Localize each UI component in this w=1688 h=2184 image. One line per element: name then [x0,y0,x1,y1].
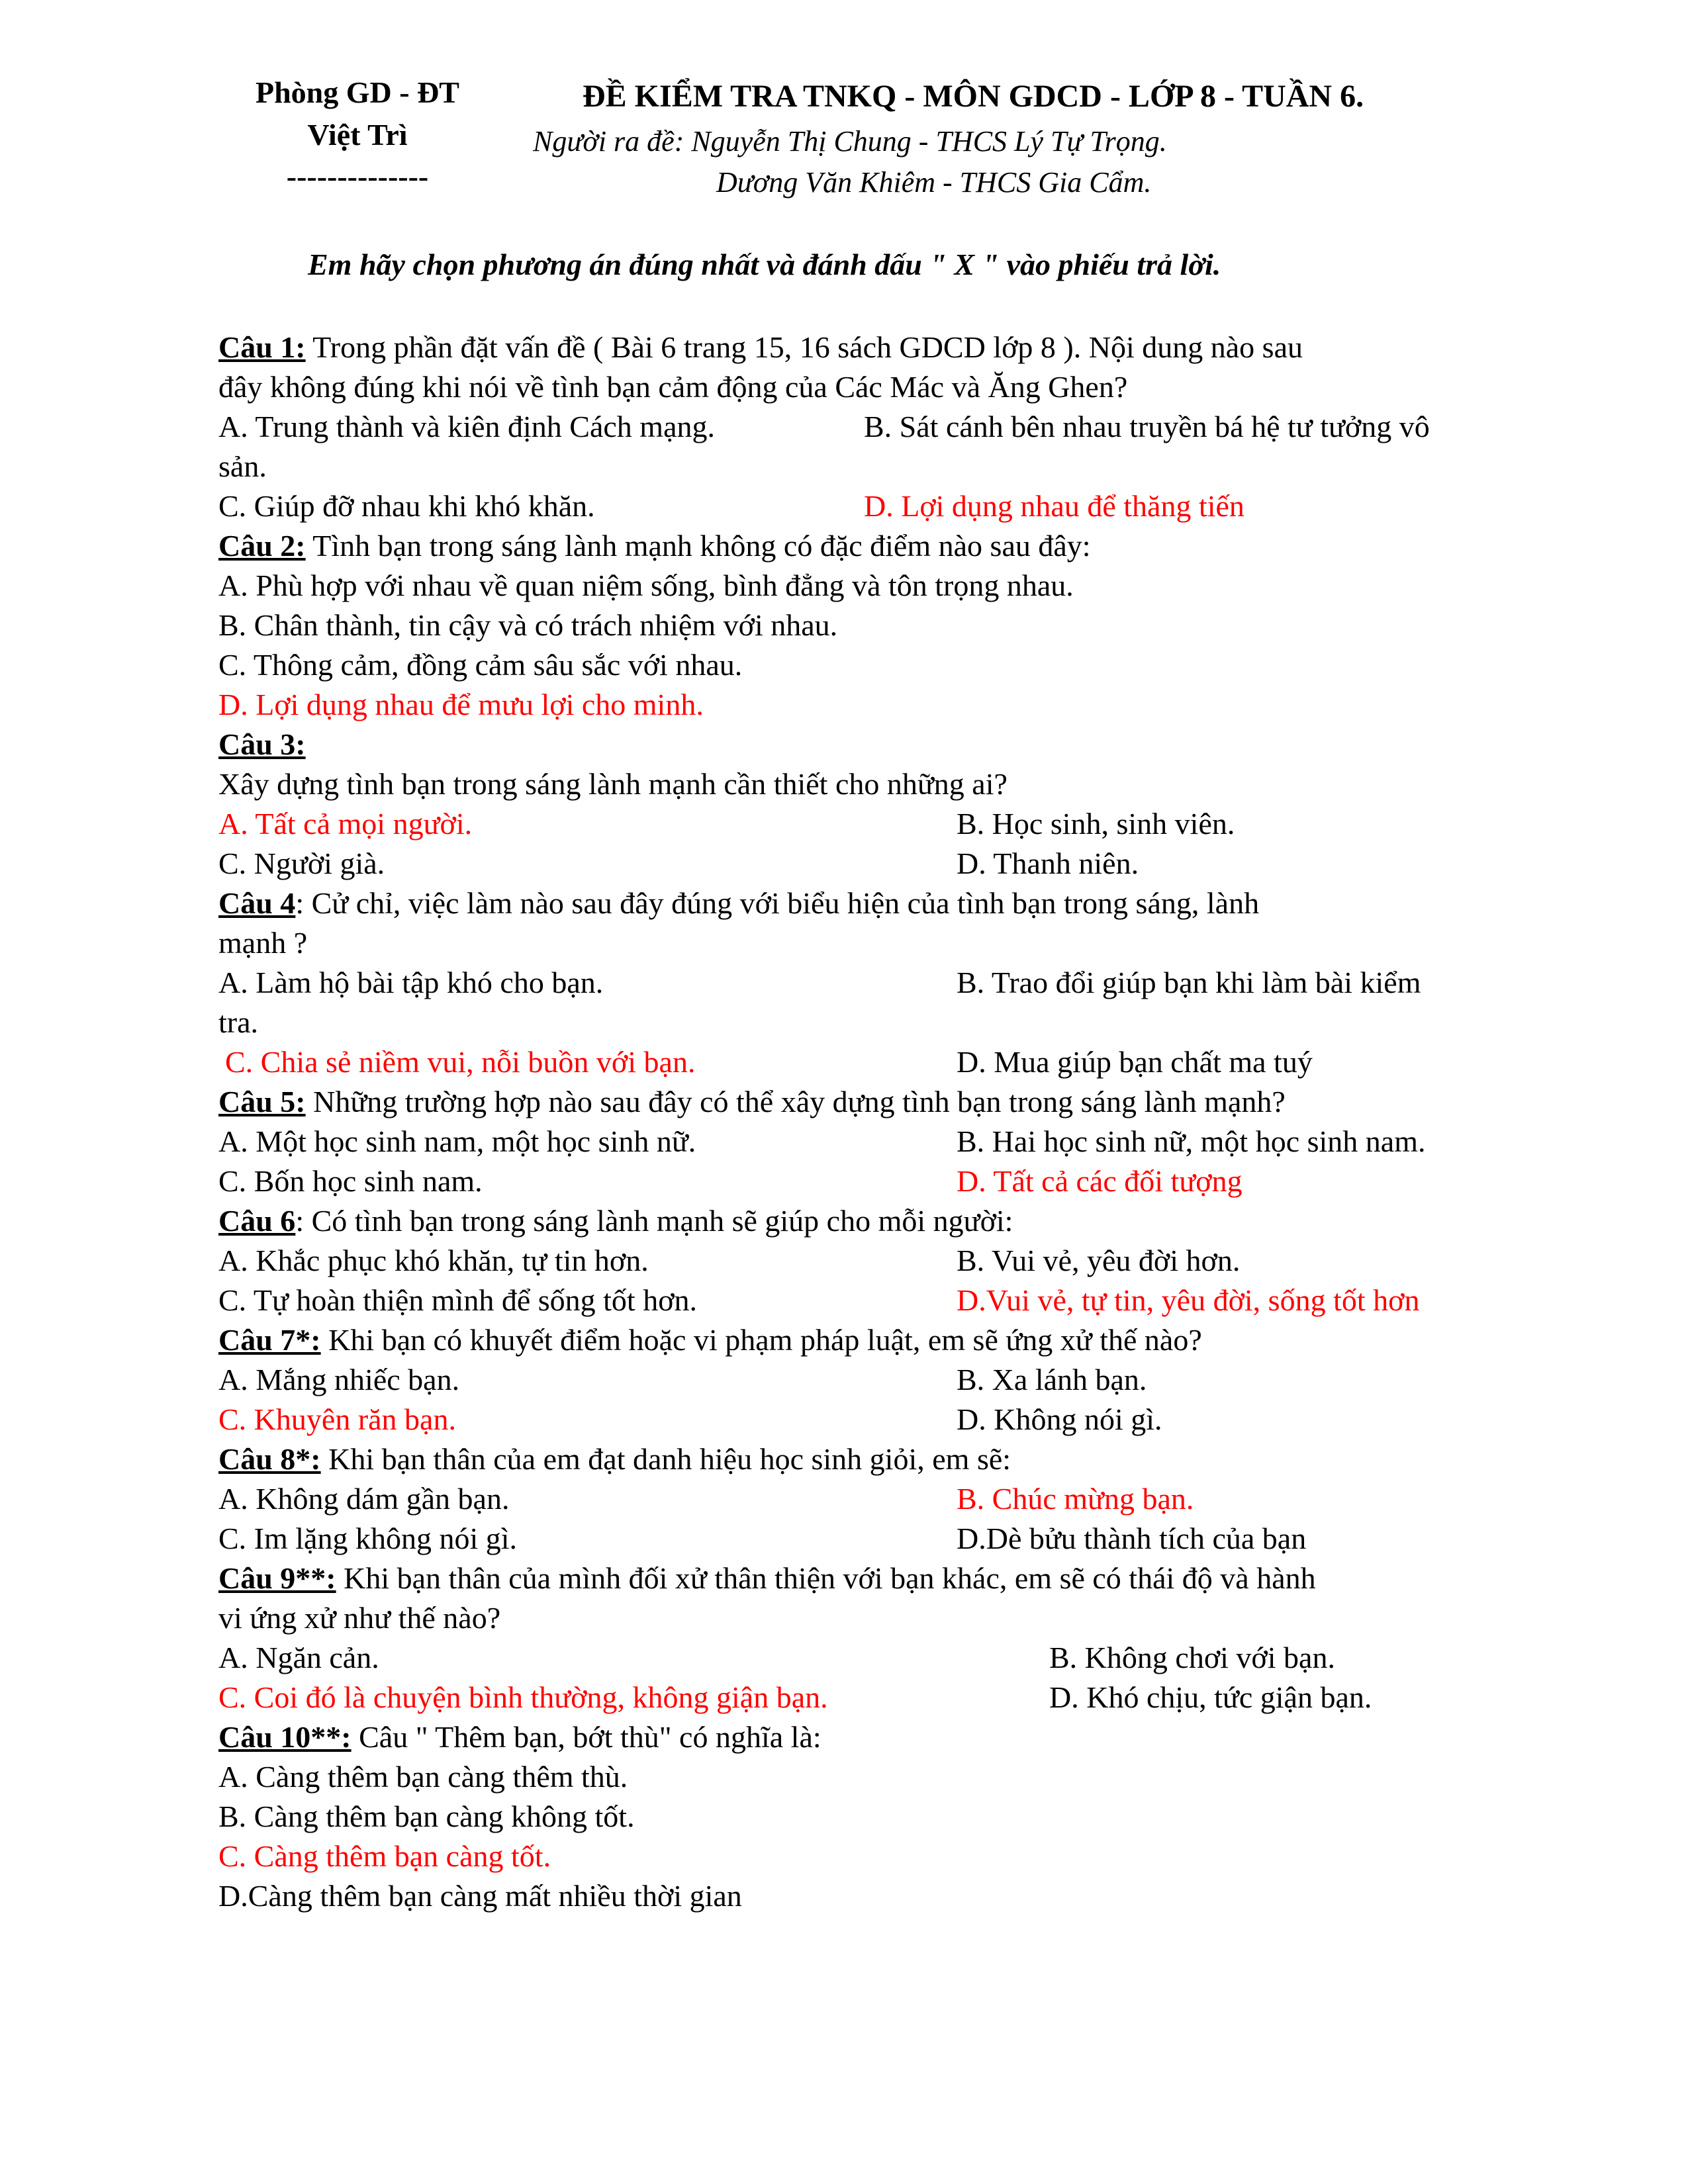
question-2-option-d-answer: D. Lợi dụng nhau để mưu lợi cho minh. [218,688,704,721]
question-5-stem: Câu 5: Những trường hợp nào sau đây có thể xây dựng tình bạn trong sáng lành mạnh? [218,1085,1286,1118]
question-1-option-b-cont: sản. [218,449,267,483]
question-9-option-c-answer: C. Coi đó là chuyện bình thường, không giận bạn. [218,1680,828,1714]
question-10-option-c-answer: C. Càng thêm bạn càng tốt. [218,1839,551,1873]
question-7-stem: Câu 7*: Khi bạn có khuyết điểm hoặc vi phạm pháp luật, em sẽ ứng xử thế nào? [218,1323,1202,1357]
question-5-option-c: C. Bốn học sinh nam. [218,1164,483,1198]
question-10-option-b: B. Càng thêm bạn càng không tốt. [218,1799,635,1833]
question-label: Câu 6 [218,1204,296,1238]
office-name: Phòng GD - ĐT [256,75,459,109]
question-5-option-b: B. Hai học sinh nữ, một học sinh nam. [957,1124,1426,1158]
question-label: Câu 9**: [218,1561,336,1595]
question-3-option-d: D. Thanh niên. [957,846,1139,880]
question-6-option-a: A. Khắc phục khó khăn, tự tin hơn. [218,1244,649,1277]
question-4-option-a: A. Làm hộ bài tập khó cho bạn. [218,966,604,999]
question-9-option-d: D. Khó chịu, tức giận bạn. [1049,1680,1372,1714]
question-4-stem-cont: mạnh ? [218,926,308,960]
question-1-option-c: C. Giúp đỡ nhau khi khó khăn. [218,489,595,523]
question-4-option-c-answer: C. Chia sẻ niềm vui, nỗi buồn với bạn. [225,1045,696,1079]
author-line-2: Dương Văn Khiêm - THCS Gia Cẩm. [716,166,1152,199]
question-label: Câu 10**: [218,1720,352,1754]
question-2-option-a: A. Phù hợp với nhau về quan niệm sống, bình đẳng và tôn trọng nhau. [218,569,1074,602]
question-2-option-c: C. Thông cảm, đồng cảm sâu sắc với nhau. [218,648,743,682]
question-10-option-d: D.Càng thêm bạn càng mất nhiều thời gian [218,1879,742,1913]
question-8-option-b-answer: B. Chúc mừng bạn. [957,1482,1194,1516]
question-1-option-a: A. Trung thành và kiên định Cách mạng. [218,410,715,443]
question-1-option-d-answer: D. Lợi dụng nhau để thăng tiến [864,489,1244,523]
question-2-option-b: B. Chân thành, tin cậy và có trách nhiệm với nhau. [218,608,838,642]
question-4-option-b: B. Trao đổi giúp bạn khi làm bài kiểm [957,966,1421,999]
question-2-stem: Câu 2: Tình bạn trong sáng lành mạnh không có đặc điểm nào sau đây: [218,529,1091,563]
question-7-option-d: D. Không nói gì. [957,1402,1162,1436]
question-9-stem: Câu 9**: Khi bạn thân của mình đối xử thân thiện với bạn khác, em sẽ có thái độ và hành [218,1561,1316,1595]
question-label: Câu 5: [218,1085,306,1118]
question-9-stem-cont: vi ứng xử như thế nào? [218,1601,501,1635]
question-label: Câu 4 [218,886,296,920]
question-7-option-b: B. Xa lánh bạn. [957,1363,1147,1396]
question-label: Câu 1: [218,330,306,364]
question-1-stem: Câu 1: Trong phần đặt vấn đề ( Bài 6 trang 15, 16 sách GDCD lớp 8 ). Nội dung nào sau [218,330,1303,364]
office-rule: -------------- [286,159,429,193]
question-label: Câu 3: [218,727,306,761]
question-7-option-a: A. Mắng nhiếc bạn. [218,1363,460,1396]
question-label: Câu 8*: [218,1442,321,1476]
question-10-option-a: A. Càng thêm bạn càng thêm thù. [218,1760,628,1794]
question-1-stem-cont: đây không đúng khi nói về tình bạn cảm động của Các Mác và Ăng Ghen? [218,370,1128,404]
author-line-1: Người ra đề: Nguyễn Thị Chung - THCS Lý Tự Trọng. [533,125,1167,158]
question-8-stem: Câu 8*: Khi bạn thân của em đạt danh hiệu học sinh giỏi, em sẽ: [218,1442,1011,1476]
instruction: Em hãy chọn phương án đúng nhất và đánh dấu " X " vào phiếu trả lời. [308,248,1221,281]
question-4-option-b-cont: tra. [218,1005,259,1039]
question-4-stem: Câu 4: Cử chỉ, việc làm nào sau đây đúng với biểu hiện của tình bạn trong sáng, lành [218,886,1260,920]
question-3-stem: Xây dựng tình bạn trong sáng lành mạnh cần thiết cho những ai? [218,767,1008,801]
question-7-option-c-answer: C. Khuyên răn bạn. [218,1402,456,1436]
question-6-option-b: B. Vui vẻ, yêu đời hơn. [957,1244,1241,1277]
question-4-option-d: D. Mua giúp bạn chất ma tuý [957,1045,1313,1079]
question-6-option-d-answer: D.Vui vẻ, tự tin, yêu đời, sống tốt hơn [957,1283,1420,1317]
page-title: ĐỀ KIỂM TRA TNKQ - MÔN GDCD - LỚP 8 - TUẦN 6. [583,79,1364,114]
question-3-option-c: C. Người già. [218,846,385,880]
question-5-option-a: A. Một học sinh nam, một học sinh nữ. [218,1124,696,1158]
question-10-stem: Câu 10**: Câu " Thêm bạn, bớt thù" có nghĩa là: [218,1720,821,1754]
question-3-option-b: B. Học sinh, sinh viên. [957,807,1235,841]
question-1-option-b: B. Sát cánh bên nhau truyền bá hệ tư tưởng vô [864,410,1430,443]
question-5-option-d-answer: D. Tất cả các đối tượng [957,1164,1243,1198]
question-9-option-a: A. Ngăn cản. [218,1641,379,1674]
question-8-option-a: A. Không dám gần bạn. [218,1482,510,1516]
question-label: Câu 2: [218,529,306,563]
office-city: Việt Trì [307,118,408,152]
question-9-option-b: B. Không chơi với bạn. [1049,1641,1335,1674]
question-3-label [218,725,306,764]
question-label: Câu 7*: [218,1323,321,1357]
question-8-option-c: C. Im lặng không nói gì. [218,1522,518,1555]
question-8-option-d: D.Dè bửu thành tích của bạn [957,1522,1307,1555]
question-6-option-c: C. Tự hoàn thiện mình để sống tốt hơn. [218,1283,698,1317]
question-6-stem: Câu 6: Có tình bạn trong sáng lành mạnh sẽ giúp cho mỗi người: [218,1204,1013,1238]
question-3-option-a-answer: A. Tất cả mọi người. [218,807,473,841]
